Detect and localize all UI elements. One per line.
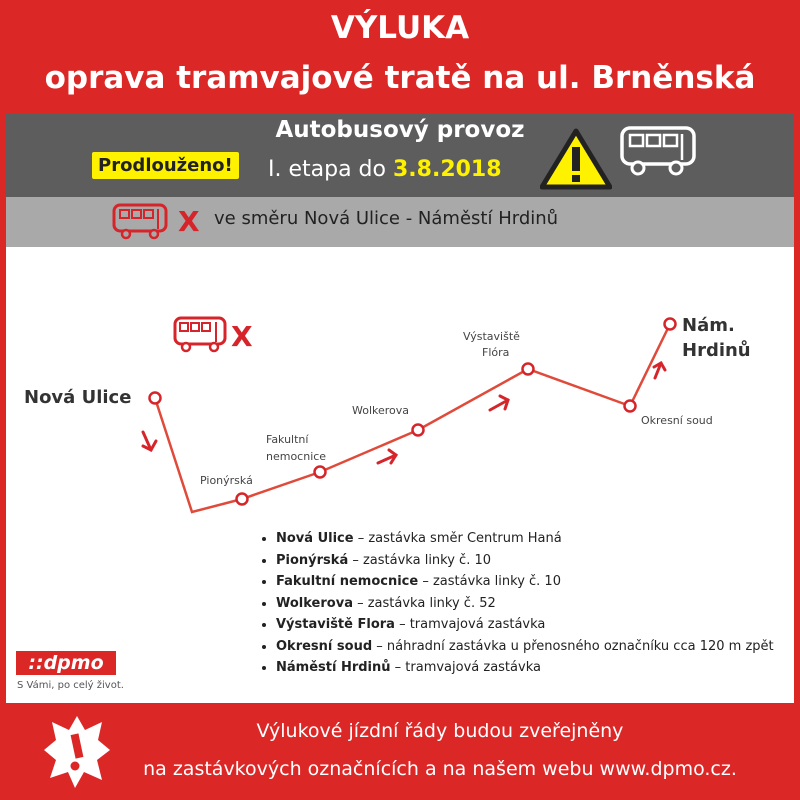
stop-marker [237,494,248,505]
footer-line: Výlukové jízdní řády budou zveřejněny [256,720,624,742]
dpmo-logo: ::dpmo [16,651,116,675]
stop-label: nemocnice [266,450,327,463]
extended-badge: Prodlouženo! [92,152,239,179]
stop-list-item [276,528,774,550]
direction-arrow-icon [654,363,665,378]
stop-label: Wolkerova [352,404,410,417]
stop-label: Fakultní [266,433,309,446]
stop-description: – zastávka směr Centrum Haná [353,531,562,546]
direction-arrow-icon [143,432,156,450]
stop-description: – tramvajová zastávka [394,617,546,632]
stop-name: Náměstí Hrdinů [276,660,391,675]
warning-icon [540,127,612,191]
stop-name: Okresní soud [276,638,373,654]
stop-list-item [276,550,774,572]
closed-mark: X [178,205,200,238]
stop-marker [315,467,326,478]
stop-list [258,528,774,679]
direction-text: ve směru Nová Ulice - Náměstí Hrdinů [214,208,559,229]
stop-label: Flóra [482,346,510,359]
stage-prefix: I. etapa do [268,157,386,182]
stop-list-item [276,636,774,658]
stop-marker [625,401,636,412]
stop-list-item [276,614,774,636]
stop-list-item [276,593,774,615]
stop-description: – zastávka linky č. 10 [418,574,561,589]
stop-name: Fakultní nemocnice [276,574,419,589]
stop-label: Okresní soud [641,414,713,427]
stop-marker [665,319,676,330]
stop-name: Pionýrská [276,552,349,568]
stop-list-item [276,571,774,593]
stop-description: – tramvajová zastávka [390,660,541,675]
bus-icon [618,124,700,180]
direction-arrow-icon [490,396,508,410]
stop-label: Pionýrská [200,474,253,487]
page-subtitle: oprava tramvajové tratě na ul. Brněnská [44,60,756,96]
footer-line: na zastávkových označnících a na našem webu www.dpmo.cz. [143,758,737,780]
route-map [0,250,800,530]
bus-icon [175,318,225,351]
service-mode: Autobusový provoz [275,117,525,143]
stop-name: Wolkerova [276,595,353,611]
stop-name: Nová Ulice [276,531,354,546]
stop-marker [150,393,161,404]
stop-description: – náhradní zastávka u přenosného označníku cca 120 m zpět [372,638,774,654]
stop-label-end: Nám. [682,315,735,336]
direction-arrow-icon [378,450,396,463]
stop-name: Výstaviště Flora [276,617,395,632]
exclamation-icon [42,714,112,790]
brand-slogan: S Vámi, po celý život. [17,680,124,691]
stop-marker [523,364,534,375]
stop-marker [413,425,424,436]
page-title: VÝLUKA [330,10,470,46]
stop-label: Výstaviště [463,330,520,343]
stop-list-item [276,657,774,679]
stop-description: – zastávka linky č. 52 [352,595,496,611]
stage-text [268,157,502,182]
bus-icon [112,203,170,241]
stop-label-start: Nová Ulice [24,387,132,408]
closed-mark: X [231,320,253,353]
stage-date: 3.8.2018 [392,157,502,182]
stop-label-end: Hrdinů [682,340,751,361]
stop-description: – zastávka linky č. 10 [348,552,492,568]
